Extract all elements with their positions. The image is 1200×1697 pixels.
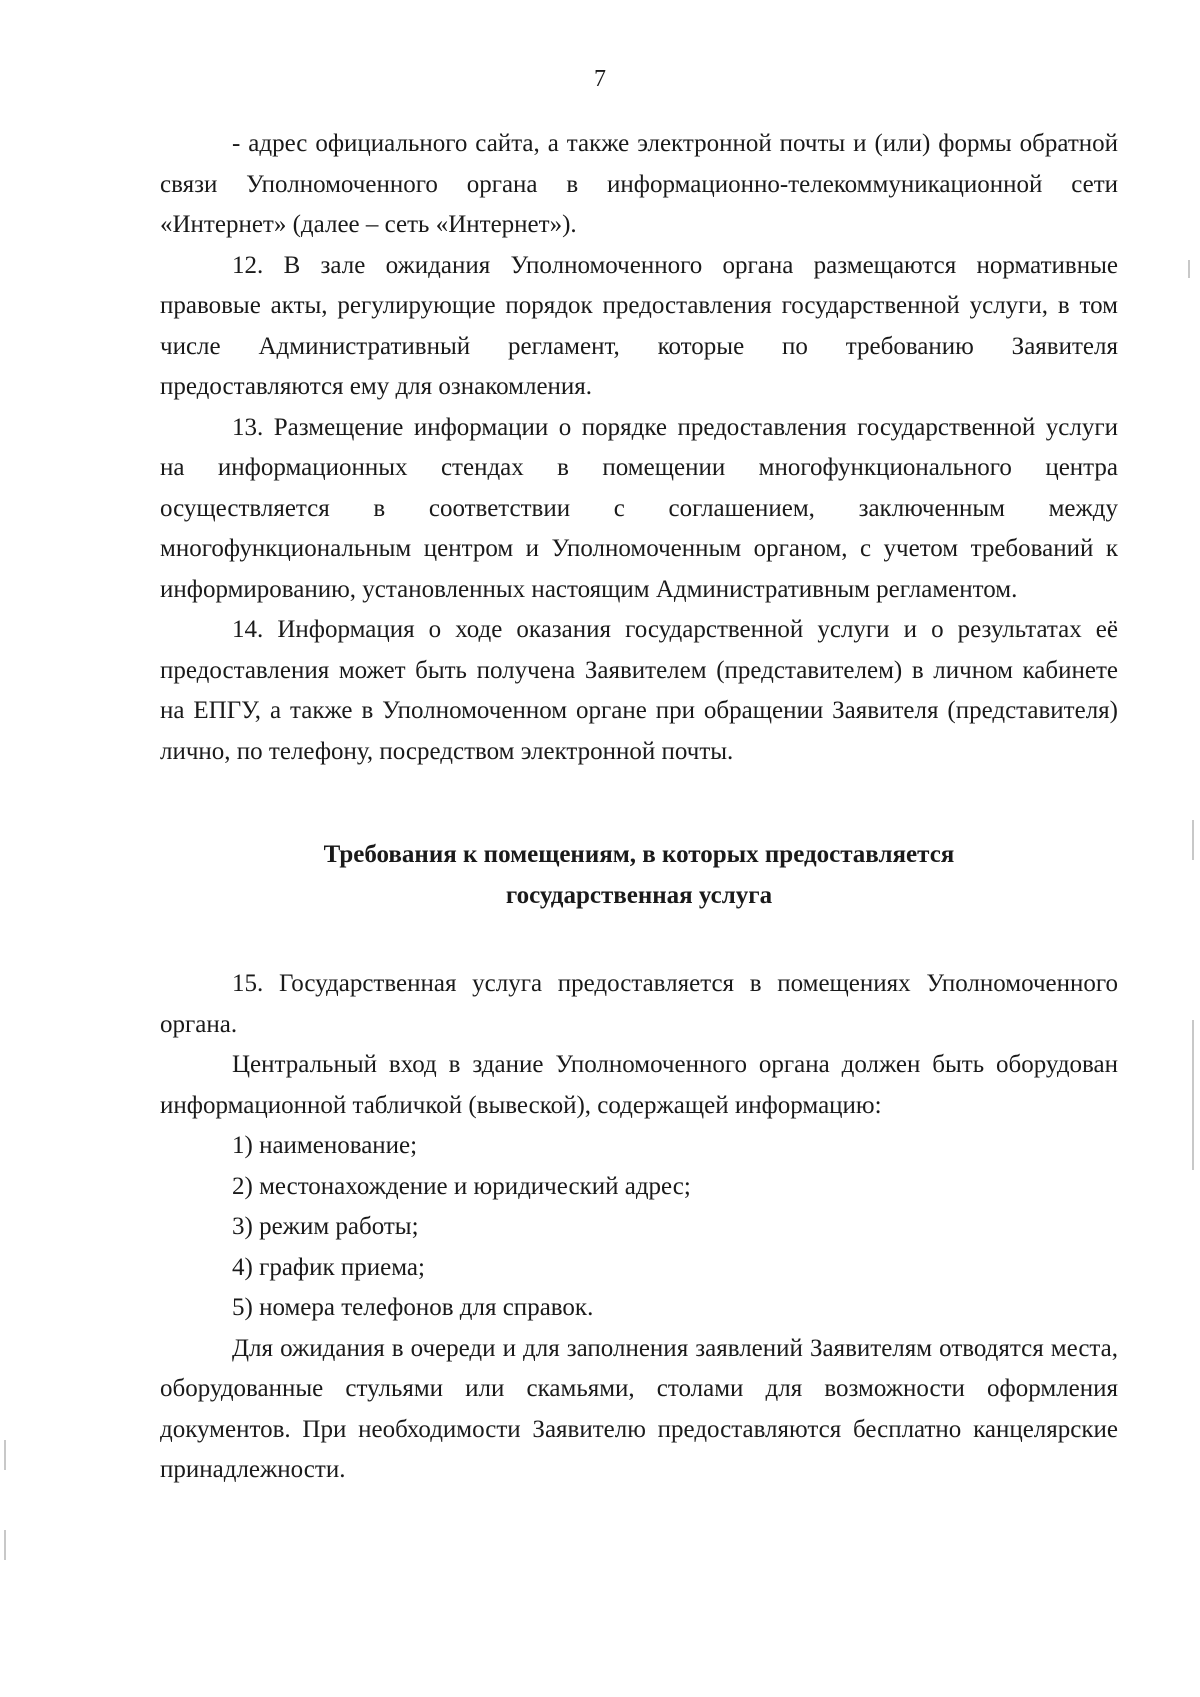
scan-edge-mark <box>4 1440 6 1470</box>
paragraph-15: 15. Государственная услуга предоставляется в помещениях Уполномоченного органа. <box>160 970 1118 1038</box>
list-item: 2) местонахождение и юридический адрес; <box>232 1172 691 1200</box>
paragraph-13: 13. Размещение информации о порядке предоставления государственной услуги на информационных стендах в помещении многофункционального центра осуществляется в соответствии с соглашением, заключенным между многофункциональным центром и Уполномоченным органом, с учетом требований к информированию, установленных настоящим Административным регламентом. <box>160 413 1118 603</box>
section-heading-line-1: Требования к помещениям, в которых предоставляется <box>323 841 955 868</box>
list-item: 4) график приема; <box>232 1253 425 1281</box>
scan-edge-mark <box>1192 1020 1194 1170</box>
paragraph-12: 12. В зале ожидания Уполномоченного органа размещаются нормативные правовые акты, регулирующие порядок предоставления государственной услуги, в том числе Административный регламент, которые по требованию Заявителя предоставляются ему для ознакомления. <box>160 251 1118 400</box>
list-item: 1) наименование; <box>232 1132 418 1159</box>
section-heading-line-2: государственная услуга <box>505 882 773 909</box>
list-item: 3) режим работы; <box>232 1213 419 1240</box>
document-body <box>160 124 1118 1491</box>
scan-edge-mark <box>4 1530 6 1560</box>
paragraph-entrance: Центральный вход в здание Уполномоченного органа должен быть оборудован информационной табличкой (вывеской), содержащей информацию: <box>160 1051 1118 1119</box>
paragraph-website-address: - адрес официального сайта, а также электронной почты и (или) формы обратной связи Уполномоченного органа в информационно-телекоммуникационной сети «Интернет» (далее – сеть «Интернет»). <box>160 130 1118 238</box>
paragraph-14: 14. Информация о ходе оказания государственной услуги и о результатах её предоставления может быть получена Заявителем (представителем) в личном кабинете на ЕПГУ, а также в Уполномоченном органе при обращении Заявителя (представителя) лично, по телефону, посредством электронной почты. <box>160 616 1118 765</box>
paragraph-waiting-area: Для ожидания в очереди и для заполнения заявлений Заявителям отводятся места, оборудованные стульями или скамьями, столами для возможности оформления документов. При необходимости Заявителю предоставляются бесплатно канцелярские принадлежности. <box>160 1334 1118 1483</box>
scan-edge-mark <box>1188 260 1190 278</box>
page-number: 7 <box>594 66 606 92</box>
section-heading <box>160 834 1118 916</box>
scan-edge-mark <box>1192 820 1194 860</box>
list-item: 5) номера телефонов для справок. <box>232 1294 594 1321</box>
